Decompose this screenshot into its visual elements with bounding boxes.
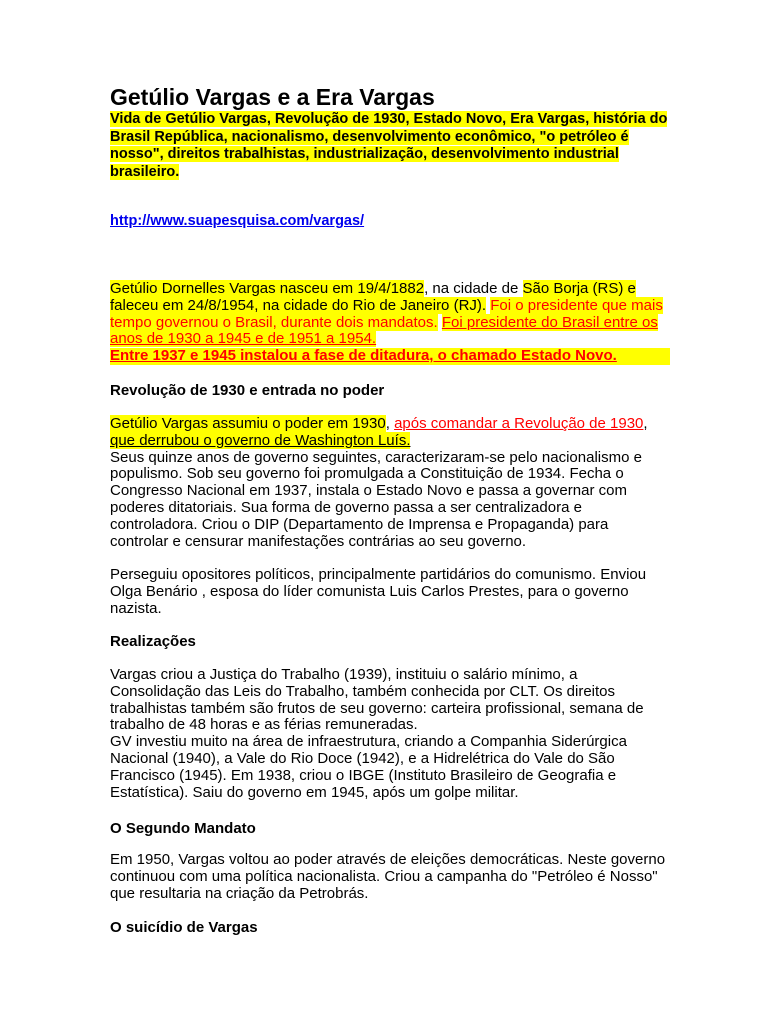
comma-text-2: , (643, 415, 648, 432)
section-heading-realizacoes: Realizações (110, 633, 196, 650)
section-heading-segundo-mandato: O Segundo Mandato (110, 820, 256, 837)
opponents-paragraph (110, 567, 670, 617)
washington-luis-text: que derrubou o governo de Washington Luís. (110, 431, 411, 449)
second-term-text: Em 1950, Vargas voltou ao poder através de eleições democráticas. Neste governo continuou com uma política nacionalista. Criou a campanha do "Petróleo é Nosso" que resultaria na criação da Petrobrás. (110, 851, 666, 902)
birthplace-text: São Borja (RS) (522, 280, 624, 297)
title-block (110, 84, 670, 181)
intro-text: , na cidade de (424, 280, 523, 297)
subtitle-text: Vida de Getúlio Vargas, Revolução de 1930, Estado Novo, Era Vargas, história do Brasil República, nacionalismo, desenvolvimento econômico, "o petróleo é nosso", direitos trabalhistas, industrialização, desenvolvimento industrial brasileiro. (110, 111, 668, 180)
revolution-link[interactable]: após comandar a Revolução de 1930 (394, 415, 644, 432)
segundo-mandato-paragraph (110, 852, 670, 902)
took-power-text: Getúlio Vargas assumiu o poder em 1930 (110, 415, 386, 432)
revolucao-paragraph (110, 416, 670, 550)
death-text: e faleceu em 24/8/1954, na cidade do Rio de Janeiro (RJ). (110, 280, 636, 314)
birth-text: Getúlio Dornelles Vargas nasceu em 19/4/1882 (110, 280, 425, 297)
intro-paragraph (110, 281, 670, 365)
section-heading-suicidio: O suicídio de Vargas (110, 919, 258, 936)
section-heading-revolucao: Revolução de 1930 e entrada no poder (110, 382, 385, 399)
longest-president-text: Foi o presidente que mais tempo governou o Brasil, durante dois mandatos. (110, 296, 663, 331)
opponents-text: Perseguiu opositores políticos, principalmente partidários do comunismo. Enviou Olga Benário , esposa do líder comunista Luis Carlos Prestes, para o governo nazista. (110, 566, 647, 617)
government-text: Seus quinze anos de governo seguintes, caracterizaram-se pelo nacionalismo e populismo. Sob seu governo foi promulgada a Constituição de 1934. Fecha o Congresso Nacional em 1937, instala o Estado Novo e passa a governar com poderes ditatoriais. Sua forma de governo passa a ser centralizadora e controladora. Criou o DIP (Departamento de Imprensa e Propaganda) para controlar e censurar manifestações contrárias ao seu governo. (110, 448, 642, 550)
presidency-years-text: Foi presidente do Brasil entre os anos de 1930 a 1945 e de 1951 a 1954. (110, 313, 658, 348)
subtitle (110, 111, 670, 181)
labor-rights-text: Vargas criou a Justiça do Trabalho (1939), instituiu o salário mínimo, a Consolidação das Leis do Trabalho, também conhecida por CLT. Os direitos trabalhistas também são frutos de seu governo: carteira profissional, semana de trabalho de 48 horas e as férias remuneradas. (110, 666, 644, 734)
source-link[interactable]: http://www.suapesquisa.com/vargas/ (110, 213, 365, 229)
infrastructure-text: GV investiu muito na área de infraestrutura, criando a Companhia Siderúrgica Nacional (1940), a Vale do Rio Doce (1942), e a Hidrelétrica do Vale do São Francisco (1945). Em 1938, criou o IBGE (Instituto Brasileiro de Geografia e Estatística). Saiu do governo em 1945, após um golpe militar. (110, 733, 627, 801)
estado-novo-text: Entre 1937 e 1945 instalou a fase de ditadura, o chamado Estado Novo. (110, 348, 670, 365)
realizacoes-paragraph (110, 667, 670, 801)
page-title: Getúlio Vargas e a Era Vargas (110, 84, 435, 110)
comma-text: , (385, 415, 395, 432)
